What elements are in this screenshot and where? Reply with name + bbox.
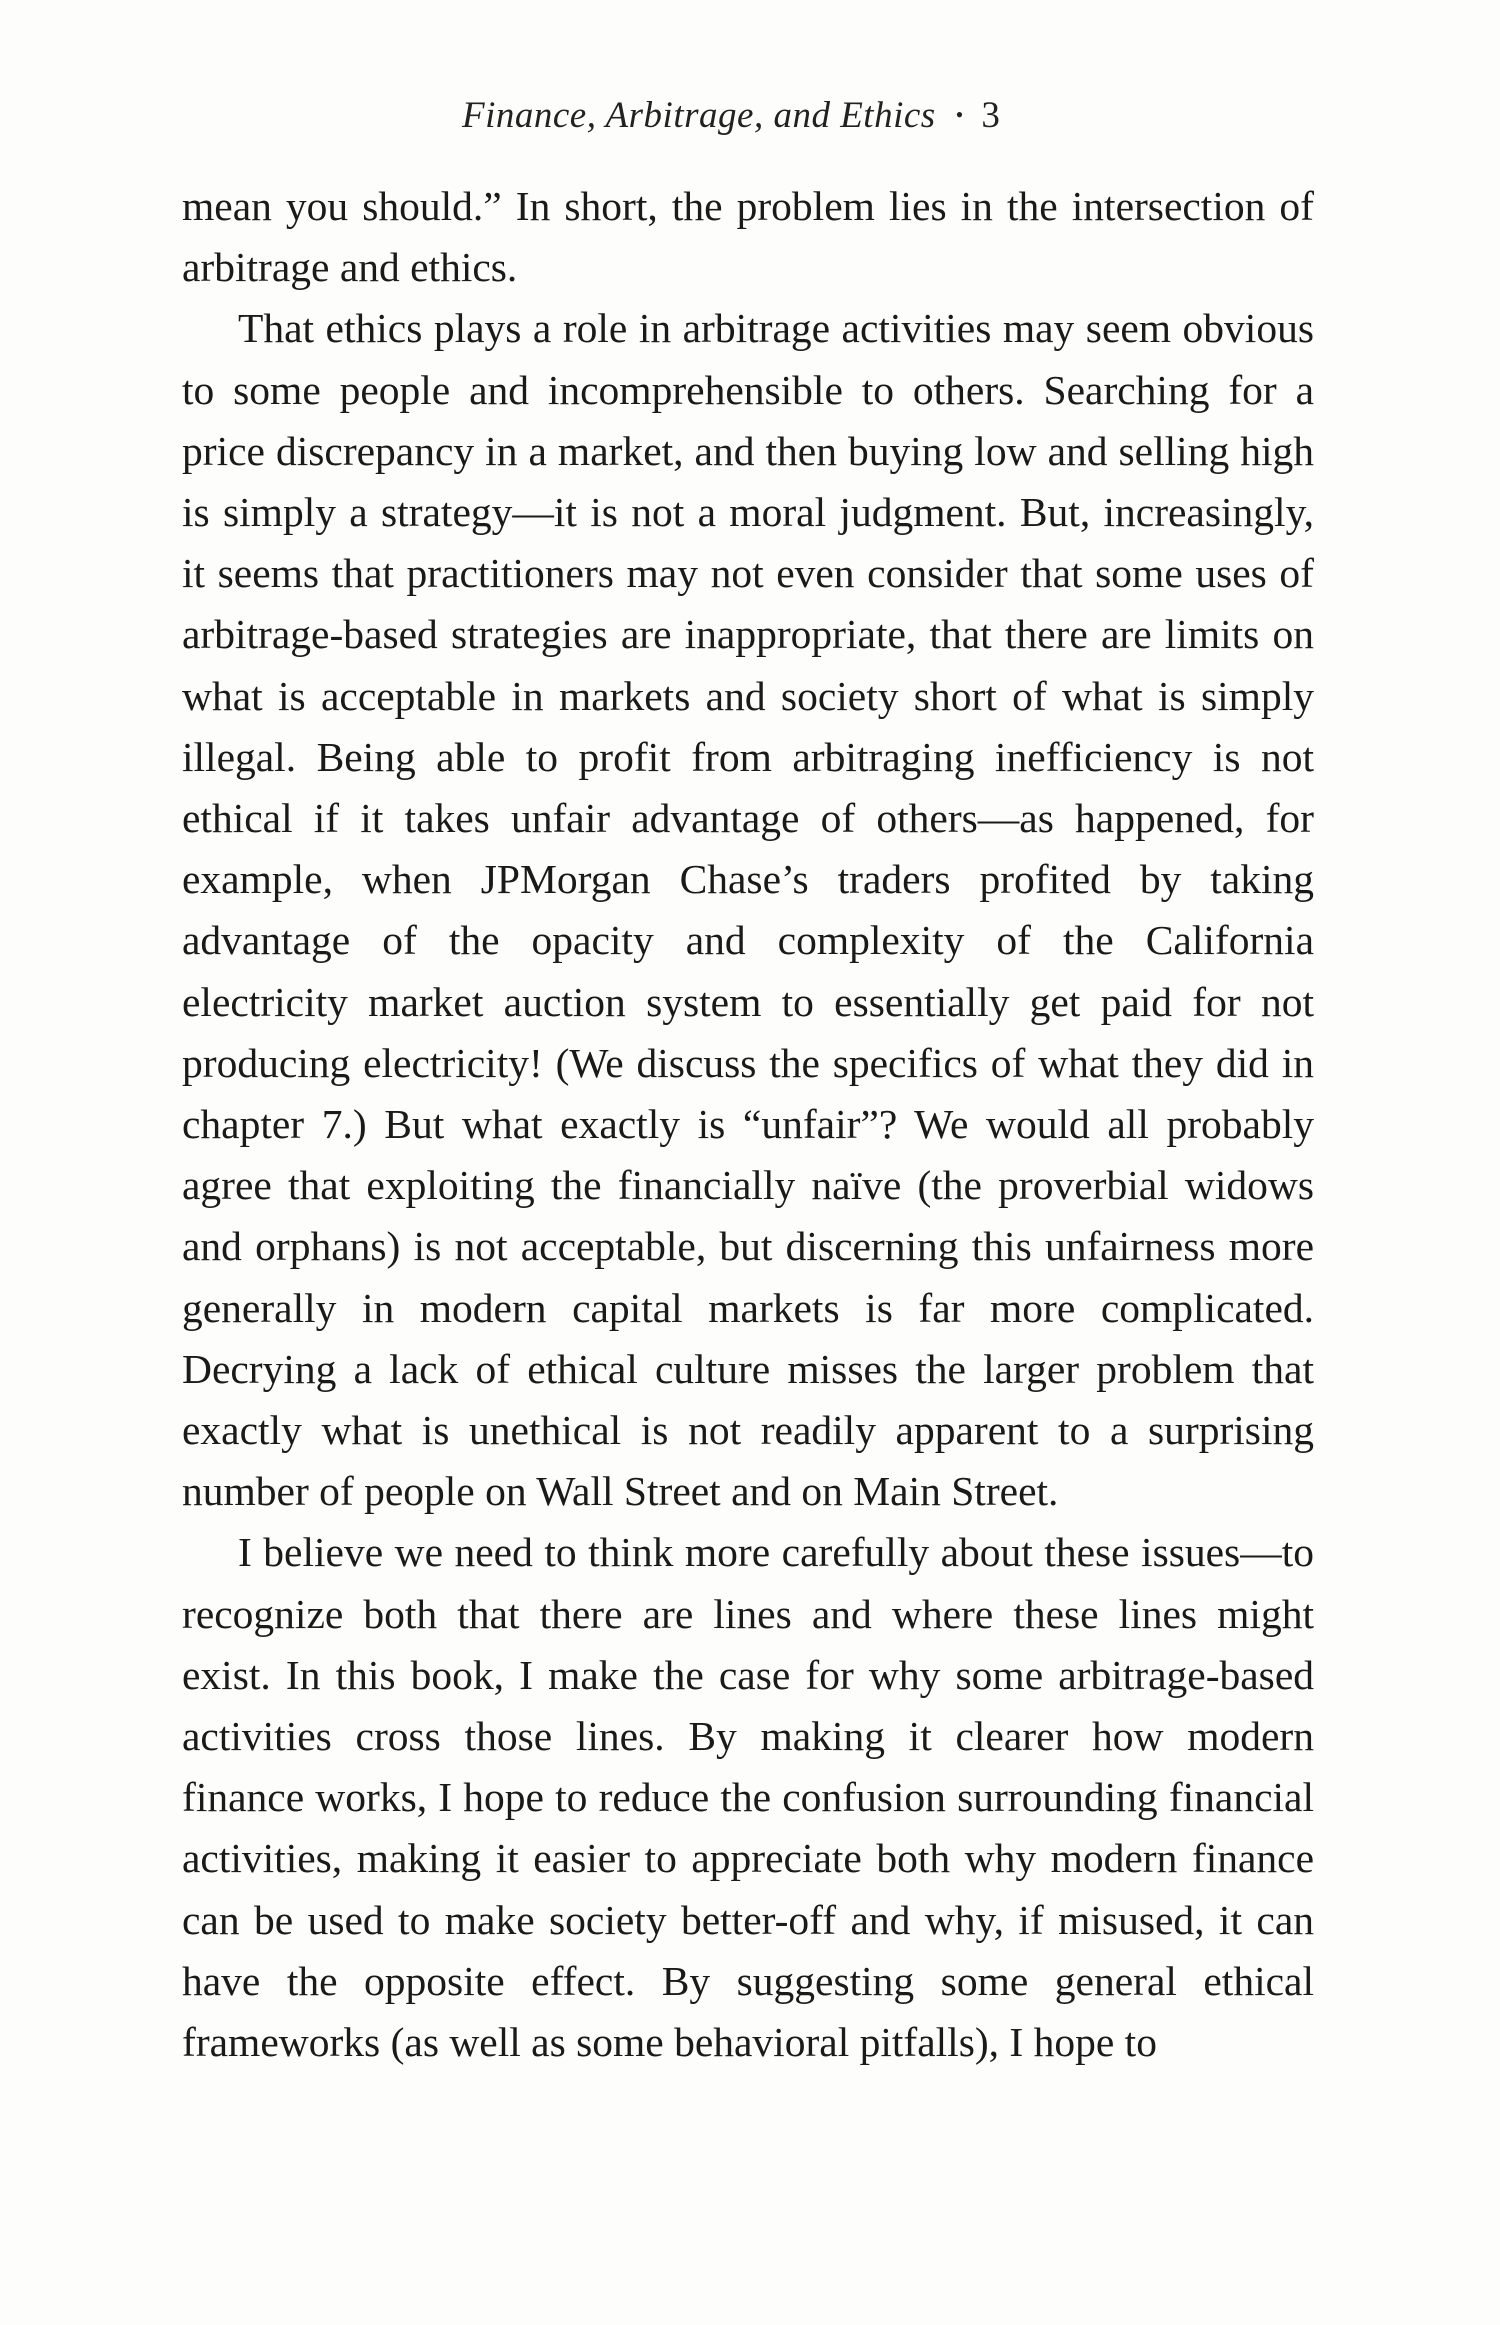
paragraph: I believe we need to think more carefully about these issues—to recognize both that there are lines and where these lines might exist. In this book, I make the case for why some arbitrage-based activities cross those lines. By making it clearer how modern finance works, I hope to reduce the confusion surrounding financial activities, making it easier to appreciate both why modern finance can be used to make society better-off and why, if misused, it can have the opposite effect. By suggesting some general ethical frameworks (as well as some behavioral pitfalls), I hope to	[182, 1529, 1314, 2066]
running-head-separator: •	[955, 101, 964, 127]
paragraph-continued: mean you should.” In short, the problem lies in the intersection of arbitrage and ethics.	[182, 183, 1314, 291]
running-head-title: Finance, Arbitrage, and Ethics	[462, 95, 936, 136]
running-head	[462, 94, 1000, 141]
body-text	[182, 176, 1314, 2073]
paragraph: That ethics plays a role in arbitrage activities may seem obvious to some people and incomprehensible to others. Searching for a price discrepancy in a market, and then buying low and selling high is simply a strategy—it is not a moral judgment. But, increasingly, it seems that practitioners may not even consider that some uses of arbitrage-based strategies are inappropriate, that there are limits on what is acceptable in markets and society short of what is simply illegal. Being able to profit from arbitraging inefficiency is not ethical if it takes unfair advantage of others—as happened, for example, when JPMorgan Chase’s traders profited by taking advantage of the opacity and complexity of the California electricity market auction system to essentially get paid for not producing electricity! (We discuss the specifics of what they did in chapter 7.) But what exactly is “unfair”? We would all probably agree that exploiting the financially naïve (the proverbial widows and orphans) is not acceptable, but discerning this unfairness more generally in modern capital markets is far more complicated. Decrying a lack of ethical culture misses the larger problem that exactly what is unethical is not readily apparent to a surprising number of people on Wall Street and on Main Street.	[182, 305, 1314, 1515]
page-number: 3	[981, 95, 1000, 136]
